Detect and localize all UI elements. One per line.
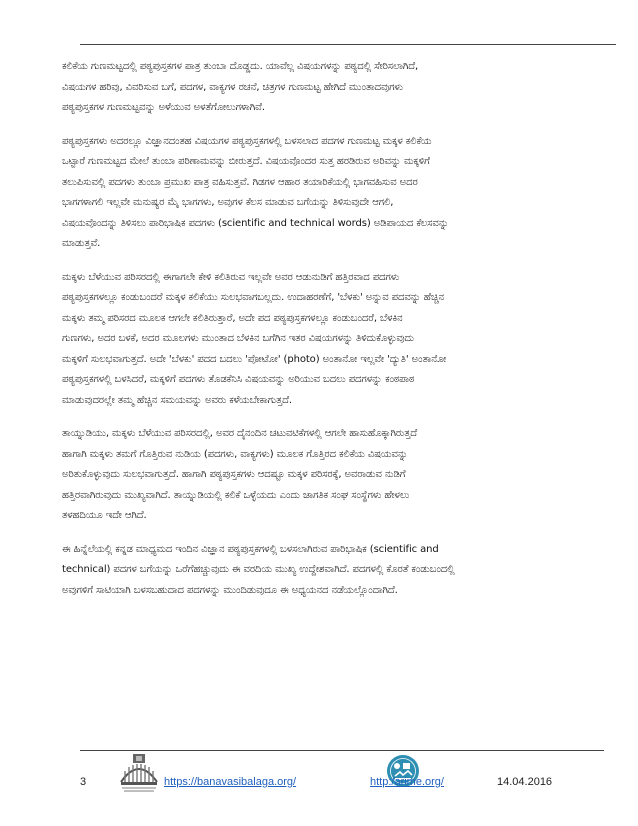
- paragraph-4: ತಾಯ್ನುಡಿಯು, ಮಕ್ಕಳು ಬೆಳೆಯುವ ಪರಿಸರದಲ್ಲಿ, ಅವರ ದೈನಂದಿನ ಚಟುವಟಿಕೆಗಳಲ್ಲಿ ಆಗಲೇ ಹಾಸುಹೊಕ್ಕಾಗಿರುತ್ತದೆ ಹಾಗಾಗಿ ಮಕ್ಕಳು ತಮಗೆ ಗೊತ್ತಿರುವ ನುಡಿಯ (ಪದಗಳು, ವಾಕ್ಯಗಳು) ಮೂಲಕ ಗೊತ್ತಿರದ ಕಲಿಕೆಯ ವಿಷಯವನ್ನು ಅರಿತುಕೊಳ್ಳುವುದು ಸುಲಭವಾಗುತ್ತದೆ. ಹಾಗಾಗಿ ಪಠ್ಯಪುಸ್ತಕಗಳು ಆದಷ್ಟೂ ಮಕ್ಕಳ ಪರಿಸರಕ್ಕೆ, ಅವರಾಡುವ ನುಡಿಗೆ ಹತ್ತಿರವಾಗಿರುವುದು ಮುಖ್ಯವಾಗಿದೆ. ತಾಯ್ನುಡಿಯಲ್ಲಿ ಕಲಿಕೆ ಒಳ್ಳೆಯದು ಎಂದು ಜಾಗತಿಕ ಸಂಘ ಸಂಸ್ಥೆಗಳು ಹೇಳಲು ತಳಹದಿಯೂ ಇದೇ ಆಗಿದೆ.: [62, 428, 418, 521]
- footer-date: 14.04.2016: [497, 776, 553, 788]
- banavasi-balaga-logo: [118, 752, 160, 796]
- paragraph-2: ಪಠ್ಯಪುಸ್ತಕಗಳು ಅದರಲ್ಲೂ ವಿಜ್ಞಾನದಂತಹ ವಿಷಯಗಳ ಪಠ್ಯಪುಸ್ತಕಗಳಲ್ಲಿ ಬಳಸಲಾದ ಪದಗಳ ಗುಣಮಟ್ಟ ಮಕ್ಕಳ ಕಲಿಕೆಯ ಒಟ್ಟಾರೆ ಗುಣಮಟ್ಟದ ಮೇಲೆ ತುಂಬಾ ಪರಿಣಾಮವನ್ನು ಬೀರುತ್ತದೆ. ವಿಷಯವೊಂದರ ಸುತ್ತ ಹರಡಿರುವ ಅರಿವನ್ನು ಮಕ್ಕಳಿಗೆ ತಲುಪಿಸುವಲ್ಲಿ ಪದಗಳು ತುಂಬಾ ಪ್ರಮುಖ ಪಾತ್ರ ವಹಿಸುತ್ತವೆ. ಗಿಡಗಳ ಆಹಾರ ತಯಾರಿಕೆಯಲ್ಲಿ ಭಾಗವಹಿಸುವ ಅದರ ಭಾಗಗಳಾಗಲಿ ಇಲ್ಲವೇ ಮನುಷ್ಯರ ಮೈ ಭಾಗಗಳು, ಅವುಗಳ ಕೆಲಸ ಮಾಡುವ ಬಗೆಯನ್ನು ತಿಳಿಸುವುದೇ ಆಗಲಿ, ವಿಷಯವೊಂದನ್ನು ತಿಳಿಸಲು ಪಾರಿಭಾಷಿಕ ಪದಗಳು (scientific and technical words) ಅಡಿಪಾಯದ ಕೆಲಸವನ್ನು ಮಾಡುತ್ತವೆ.: [62, 135, 449, 249]
- footer-rule: [80, 750, 604, 751]
- banavasi-balaga-link[interactable]: https://banavasibalaga.org/: [164, 776, 297, 788]
- document-body: [62, 57, 562, 614]
- paragraph-1: ಕಲಿಕೆಯ ಗುಣಮಟ್ಟದಲ್ಲಿ ಪಠ್ಯಪುಸ್ತಕಗಳ ಪಾತ್ರ ತುಂಬಾ ದೊಡ್ಡದು. ಯಾವೆಲ್ಲ ವಿಷಯಗಳನ್ನು ಪಠ್ಯದಲ್ಲಿ ಸೇರಿಸಲಾಗಿದೆ, ವಿಷಯಗಳ ಹರಿವು, ವಿವರಿಸುವ ಬಗೆ, ಪದಗಳ, ವಾಕ್ಯಗಳ ರಚನೆ, ಚಿತ್ರಗಳ ಗುಣಮಟ್ಟ ಹೇಗಿದೆ ಮುಂತಾದವುಗಳು ಪಠ್ಯಪುಸ್ತಕಗಳ ಗುಣಮಟ್ಟವನ್ನು ಅಳೆಯುವ ಅಳತೆಗೋಲುಗಳಾಗಿವೆ.: [62, 61, 419, 113]
- paragraph-3: ಮಕ್ಕಳು ಬೆಳೆಯುವ ಪರಿಸರದಲ್ಲಿ ಈಗಾಗಲೇ ಕೇಳಿ ಕಲಿತಿರುವ ಇಲ್ಲವೇ ಅವರ ಆಡುನುಡಿಗೆ ಹತ್ತಿರವಾದ ಪದಗಳು ಪಠ್ಯಪುಸ್ತಕಗಳಲ್ಲೂ ಕಂಡುಬಂದರೆ ಮಕ್ಕಳ ಕಲಿಕೆಯು ಸುಲಭವಾಗಬಲ್ಲದು. ಉದಾಹರಣೆಗೆ, 'ಬೆಳಕು' ಅನ್ನುವ ಪದವನ್ನು ಹೆಚ್ಚಿನ ಮಕ್ಕಳು ತಮ್ಮ ಪರಿಸರದ ಮೂಲಕ ಆಗಲೇ ಕಲಿತಿರುತ್ತಾರೆ, ಅದೇ ಪದ ಪಠ್ಯಪುಸ್ತಕಗಳಲ್ಲೂ ಕಂಡುಬಂದರೆ, ಬೆಳಕಿನ ಗುಣಗಳು, ಅದರ ಬಳಕೆ, ಅದರ ಮೂಲಗಳು ಮುಂತಾದ ಬೆಳಕಿನ ಬಗೆಗಿನ ಇತರ ವಿಷಯಗಳನ್ನು ತಿಳಿದುಕೊಳ್ಳುವುದು ಮಕ್ಕಳಿಗೆ ಸುಲಭವಾಗುತ್ತದೆ. ಅದೇ 'ಬೆಳಕು' ಪದದ ಬದಲು 'ಪೋಟೋ' (photo) ಅಂತಾನೋ ಇಲ್ಲವೇ 'ದ್ಯುತಿ' ಅಂತಾನೋ ಪಠ್ಯಪುಸ್ತಕಗಳಲ್ಲಿ ಬಳಸಿದರೆ, ಮಕ್ಕಳಿಗೆ ಪದಗಳು ತೊಡಕೆನಿಸಿ ವಿಷಯವನ್ನು ಅರಿಯುವ ಬದಲು ಪದಗಳನ್ನು ಕಂಠಪಾಠ ಮಾಡುವುದರಲ್ಲೇ ತಮ್ಮ ಹೆಚ್ಚಿನ ಸಮಯವನ್ನು ಅವರು ಕಳೆಯಬೇಕಾಗುತ್ತದೆ.: [62, 271, 447, 406]
- paragraph-5: ಈ ಹಿನ್ನೆಲೆಯಲ್ಲಿ ಕನ್ನಡ ಮಾಧ್ಯಮದ ಇಂದಿನ ವಿಜ್ಞಾನ ಪಠ್ಯಪುಸ್ತಕಗಳಲ್ಲಿ ಬಳಸಲಾಗಿರುವ ಪಾರಿಭಾಷಿಕ (scientific and technical) ಪದಗಳ ಬಗೆಯನ್ನು ಒರೆಗೆಹಚ್ಚುವುದು ಈ ವರದಿಯ ಮುಖ್ಯ ಉದ್ದೇಶವಾಗಿದೆ. ಪದಗಳಲ್ಲಿ ಕೊರತೆ ಕಂಡುಬಂದಲ್ಲಿ ಅವುಗಳಿಗೆ ಸಾಟಿಯಾಗಿ ಬಳಸಬಹುದಾದ ಪದಗಳನ್ನು ಮುಂದಿಡುವುದೂ ಈ ಅಧ್ಯಯನದ ನಡೆಯಲ್ಲೊಂದಾಗಿದೆ.: [62, 543, 455, 596]
- page-number: 3: [80, 776, 87, 788]
- page-footer: [0, 752, 638, 822]
- header-rule: [80, 44, 616, 45]
- arime-link[interactable]: http:/arime.org/: [370, 776, 444, 788]
